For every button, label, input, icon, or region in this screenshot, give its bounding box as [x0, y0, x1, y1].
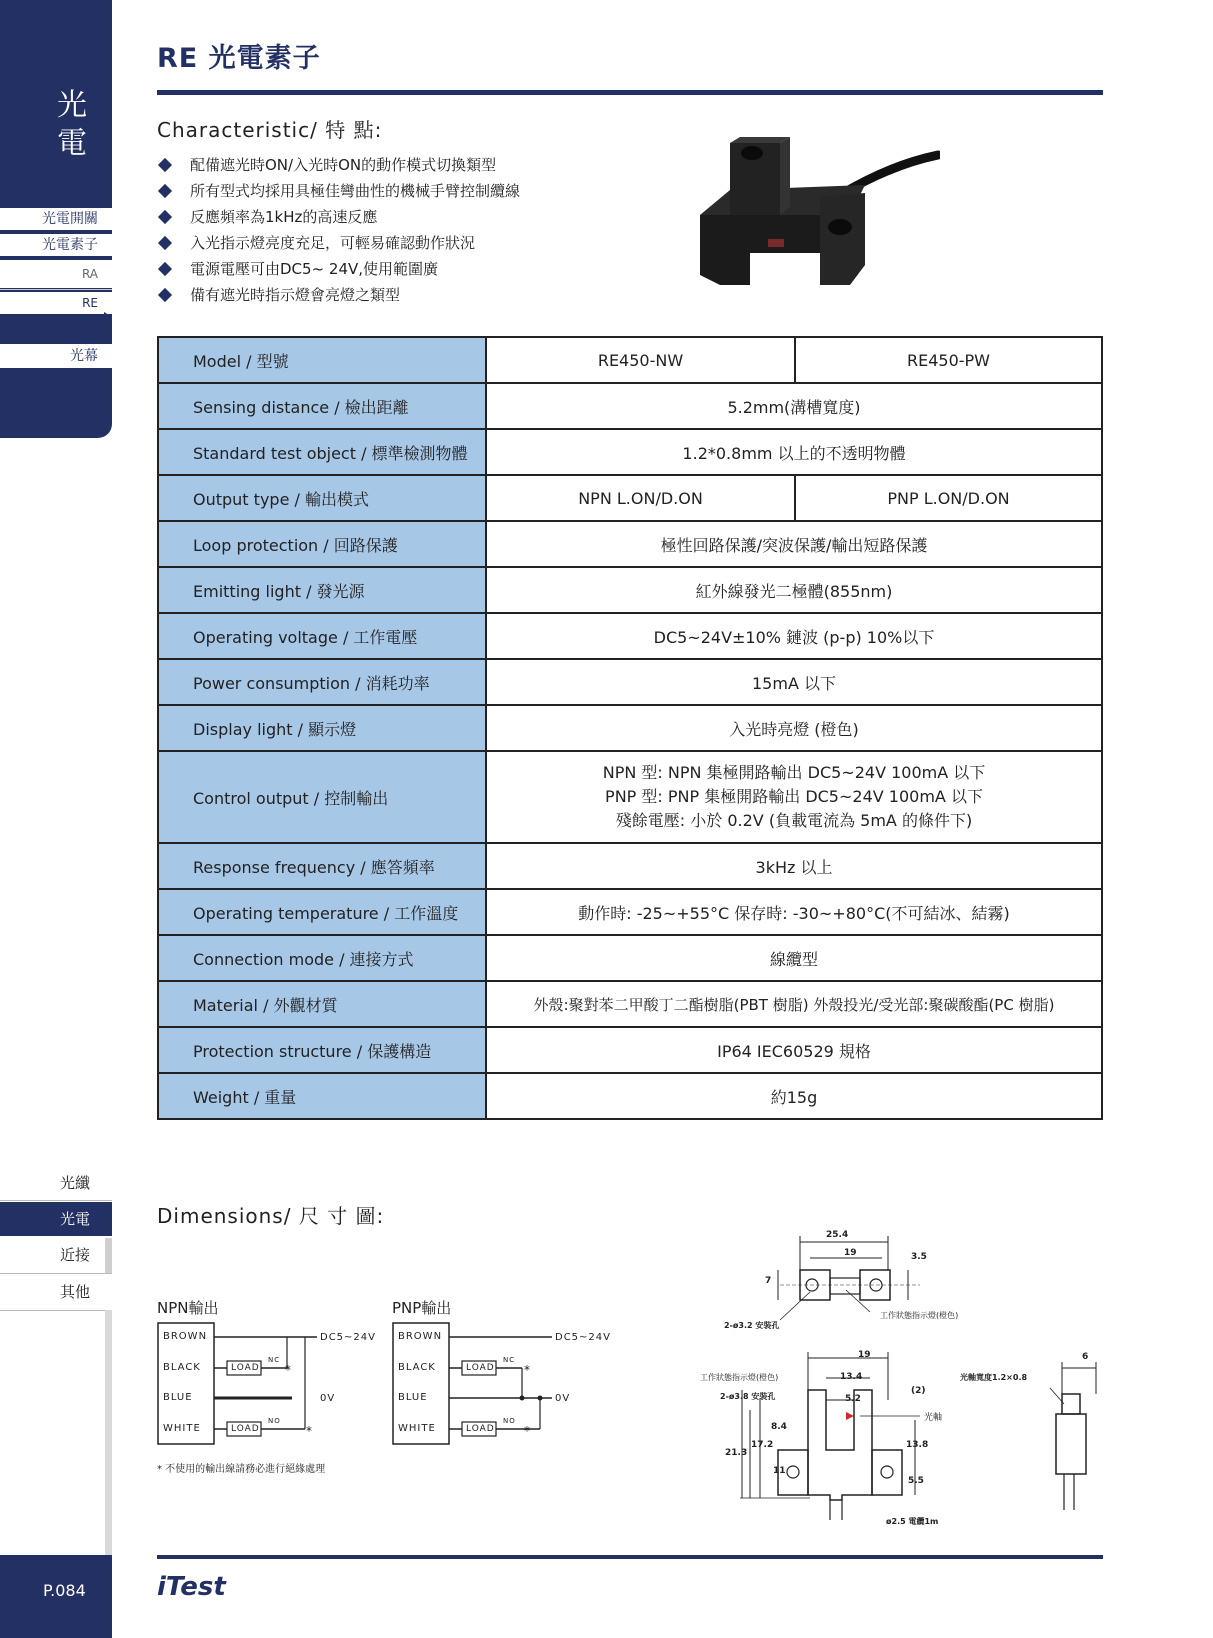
star-mark: * [524, 1424, 531, 1438]
arrow-right-icon [104, 312, 112, 322]
spec-label: Emitting light / 發光源 [158, 567, 486, 613]
feature-item [157, 256, 520, 282]
category-photoelectric[interactable] [0, 1202, 112, 1236]
dim-front-19: 19 [858, 1350, 871, 1360]
table-row [158, 889, 1102, 935]
side-view-drawing [1040, 1360, 1100, 1520]
dim-7: 7 [765, 1276, 772, 1286]
dim-25-4: 25.4 [826, 1230, 849, 1240]
nc-label: NC [268, 1356, 281, 1364]
load-label: LOAD [466, 1363, 495, 1373]
category-label: 近接 [59, 1246, 90, 1264]
pnp-output-title: PNP輸出 [392, 1299, 452, 1317]
nav-item-photoelectric-element[interactable] [0, 234, 112, 256]
page-title: RE 光電素子 [157, 43, 321, 74]
dc-voltage-label: DC5~24V [320, 1332, 376, 1343]
feature-item [157, 282, 520, 308]
feature-text: 所有型式均採用具極佳彎曲性的機械手臂控制纜線 [190, 182, 521, 200]
spec-label: Connection mode / 連接方式 [158, 935, 486, 981]
table-row [158, 383, 1102, 429]
spec-value: NPN L.ON/D.ON [486, 475, 795, 521]
dim-2: (2) [911, 1386, 926, 1396]
no-label: NO [268, 1417, 281, 1425]
spec-label: Operating temperature / 工作溫度 [158, 889, 486, 935]
dim-3-5: 3.5 [911, 1252, 927, 1262]
table-row [158, 751, 1102, 843]
category-label: 光電 [59, 1210, 90, 1228]
feature-item [157, 230, 520, 256]
zero-volt-label: 0V [320, 1393, 336, 1404]
no-label: NO [503, 1417, 516, 1425]
wire-label-brown: BROWN [398, 1331, 443, 1342]
category-other[interactable] [0, 1275, 112, 1309]
wire-label-white: WHITE [163, 1423, 201, 1434]
spec-label: Response frequency / 應答頻率 [158, 843, 486, 889]
spec-line: PNP 型: PNP 集極開路輸出 DC5~24V 100mA 以下 [605, 787, 983, 806]
spec-value: 極性回路保護/突波保護/輸出短路保護 [486, 521, 1102, 567]
wire-label-blue: BLUE [163, 1392, 193, 1403]
star-mark: * [285, 1363, 292, 1377]
nav-item-re[interactable] [0, 292, 112, 314]
category-marker [105, 1238, 112, 1273]
cable-label: ø2.5 電纜1m [886, 1517, 939, 1526]
spec-value: PNP L.ON/D.ON [795, 475, 1102, 521]
spec-label: Operating voltage / 工作電壓 [158, 613, 486, 659]
spec-value: 3kHz 以上 [486, 843, 1102, 889]
category-label: 光纖 [59, 1174, 90, 1192]
feature-item [157, 152, 520, 178]
dim-6: 6 [1082, 1352, 1089, 1362]
dim-13-8: 13.8 [906, 1440, 929, 1450]
sidebar-title-char-1: 光 [57, 88, 87, 123]
indicator-label-front: 工作狀態指示燈(橙色) [700, 1373, 779, 1382]
dim-8-4: 8.4 [771, 1422, 787, 1432]
dim-21-3: 21.3 [725, 1448, 748, 1458]
characteristic-heading: Characteristic/ 特 點: [157, 118, 383, 142]
table-row [158, 1027, 1102, 1073]
feature-item [157, 178, 520, 204]
category-divider [0, 1273, 112, 1274]
spec-value: 紅外線發光二極體(855nm) [486, 567, 1102, 613]
nc-label: NC [503, 1356, 516, 1364]
wire-label-black: BLACK [398, 1362, 436, 1373]
beam-width-label: 光軸寬度1.2×0.8 [960, 1373, 1028, 1382]
wire-label-black: BLACK [163, 1362, 201, 1373]
bullet-diamond-icon [158, 235, 172, 249]
spec-value [486, 751, 1102, 843]
nav-item-photoelectric-switch[interactable] [0, 208, 112, 230]
star-mark: * [306, 1424, 313, 1438]
spec-value: 外殼:聚對苯二甲酸丁二酯樹脂(PBT 樹脂) 外殼投光/受光部:聚碳酸酯(PC 樹脂) [486, 981, 1102, 1027]
spec-value: 約15g [486, 1073, 1102, 1119]
table-row [158, 1073, 1102, 1119]
bullet-diamond-icon [158, 209, 172, 223]
table-row [158, 843, 1102, 889]
nav-label: RA [81, 267, 98, 281]
feature-text: 備有遮光時指示燈會亮燈之類型 [190, 286, 401, 304]
category-fiber[interactable] [0, 1166, 112, 1200]
dim-5-2: 5.2 [845, 1394, 861, 1404]
category-divider [0, 1200, 112, 1201]
wire-label-brown: BROWN [163, 1331, 208, 1342]
table-row [158, 521, 1102, 567]
bullet-diamond-icon [158, 287, 172, 301]
table-row [158, 935, 1102, 981]
category-label: 其他 [59, 1283, 90, 1301]
dim-5-5: 5.5 [908, 1476, 924, 1486]
footer-rule [157, 1555, 1103, 1559]
nav-divider [0, 256, 112, 258]
optical-axis-label: 光軸 [924, 1413, 943, 1423]
table-row [158, 337, 1102, 383]
nav-label: RE [82, 296, 98, 310]
wire-label-white: WHITE [398, 1423, 436, 1434]
spec-label: Control output / 控制輸出 [158, 751, 486, 843]
page-number: P.084 [43, 1581, 86, 1600]
load-label: LOAD [231, 1363, 260, 1373]
feature-text: 反應頻率為1kHz的高速反應 [190, 208, 378, 226]
feature-list [157, 152, 520, 308]
sidebar-scroll-strip [105, 1310, 112, 1555]
load-label: LOAD [231, 1424, 260, 1434]
spec-label: Standard test object / 標準檢測物體 [158, 429, 486, 475]
category-proximity[interactable] [0, 1238, 112, 1272]
bullet-diamond-icon [158, 183, 172, 197]
table-row [158, 429, 1102, 475]
spec-label: Output type / 輸出模式 [158, 475, 486, 521]
spec-label: Material / 外觀材質 [158, 981, 486, 1027]
product-photo [690, 135, 940, 310]
dc-voltage-label: DC5~24V [555, 1332, 611, 1343]
spec-table [157, 336, 1103, 1120]
spec-label: Display light / 顯示燈 [158, 705, 486, 751]
mount-hole-label: 2-ø3.2 安裝孔 [724, 1321, 780, 1330]
spec-value: DC5~24V±10% 鏈波 (p-p) 10%以下 [486, 613, 1102, 659]
mount-hole-label-front: 2-ø3.8 安裝孔 [720, 1392, 776, 1401]
wiring-note: * 不使用的輸出線請務必進行絕緣處理 [157, 1464, 326, 1475]
dim-13-4: 13.4 [840, 1372, 863, 1382]
load-label: LOAD [466, 1424, 495, 1434]
spec-label: Protection structure / 保護構造 [158, 1027, 486, 1073]
indicator-label: 工作狀態指示燈(橙色) [880, 1311, 959, 1320]
table-row [158, 705, 1102, 751]
star-mark: * [524, 1363, 531, 1377]
spec-label: Loop protection / 回路保護 [158, 521, 486, 567]
nav-label: 光幕 [70, 348, 98, 364]
feature-text: 電源電壓可由DC5~ 24V,使用範圍廣 [190, 260, 439, 278]
table-row [158, 567, 1102, 613]
spec-line: NPN 型: NPN 集極開路輸出 DC5~24V 100mA 以下 [602, 763, 986, 782]
dim-19: 19 [844, 1248, 857, 1258]
nav-label: 光電素子 [42, 237, 98, 253]
spec-value: 線纜型 [486, 935, 1102, 981]
spec-value: 15mA 以下 [486, 659, 1102, 705]
nav-divider [0, 230, 112, 232]
spec-label: Weight / 重量 [158, 1073, 486, 1119]
feature-text: 配備遮光時ON/入光時ON的動作模式切換類型 [190, 156, 497, 174]
title-rule [157, 90, 1103, 95]
sidebar-title-char-2: 電 [57, 126, 87, 161]
spec-value: RE450-NW [486, 337, 795, 383]
spec-value: 動作時: -25~+55°C 保存時: -30~+80°C(不可結冰、結霧) [486, 889, 1102, 935]
dimensions-heading: Dimensions/ 尺 寸 圖: [157, 1204, 385, 1228]
table-row [158, 981, 1102, 1027]
npn-output-title: NPN輸出 [157, 1299, 219, 1317]
dim-11: 11 [773, 1466, 786, 1476]
zero-volt-label: 0V [555, 1393, 571, 1404]
nav-item-ra[interactable] [0, 260, 112, 288]
table-row [158, 475, 1102, 521]
spec-value: 入光時亮燈 (橙色) [486, 705, 1102, 751]
table-row [158, 659, 1102, 705]
spec-value: 5.2mm(溝槽寬度) [486, 383, 1102, 429]
spec-line: 殘餘電壓: 小於 0.2V (負載電流為 5mA 的條件下) [615, 811, 973, 830]
nav-arrow-line [0, 316, 106, 318]
spec-label: Model / 型號 [158, 337, 486, 383]
spec-value: 1.2*0.8mm 以上的不透明物體 [486, 429, 1102, 475]
feature-item [157, 204, 520, 230]
feature-text: 入光指示燈亮度充足，可輕易確認動作狀況 [190, 234, 476, 252]
spec-label: Sensing distance / 檢出距離 [158, 383, 486, 429]
spec-value: RE450-PW [795, 337, 1102, 383]
bullet-diamond-icon [158, 157, 172, 171]
brand-logo: iTest [157, 1572, 226, 1602]
nav-label: 光電開關 [42, 211, 98, 227]
nav-item-light-curtain[interactable] [0, 344, 112, 368]
category-divider [0, 1310, 112, 1311]
wire-label-blue: BLUE [398, 1392, 428, 1403]
spec-value: IP64 IEC60529 規格 [486, 1027, 1102, 1073]
spec-label: Power consumption / 消耗功率 [158, 659, 486, 705]
bullet-diamond-icon [158, 261, 172, 275]
nav-divider [0, 289, 112, 290]
table-row [158, 613, 1102, 659]
dim-17-2: 17.2 [751, 1440, 774, 1450]
